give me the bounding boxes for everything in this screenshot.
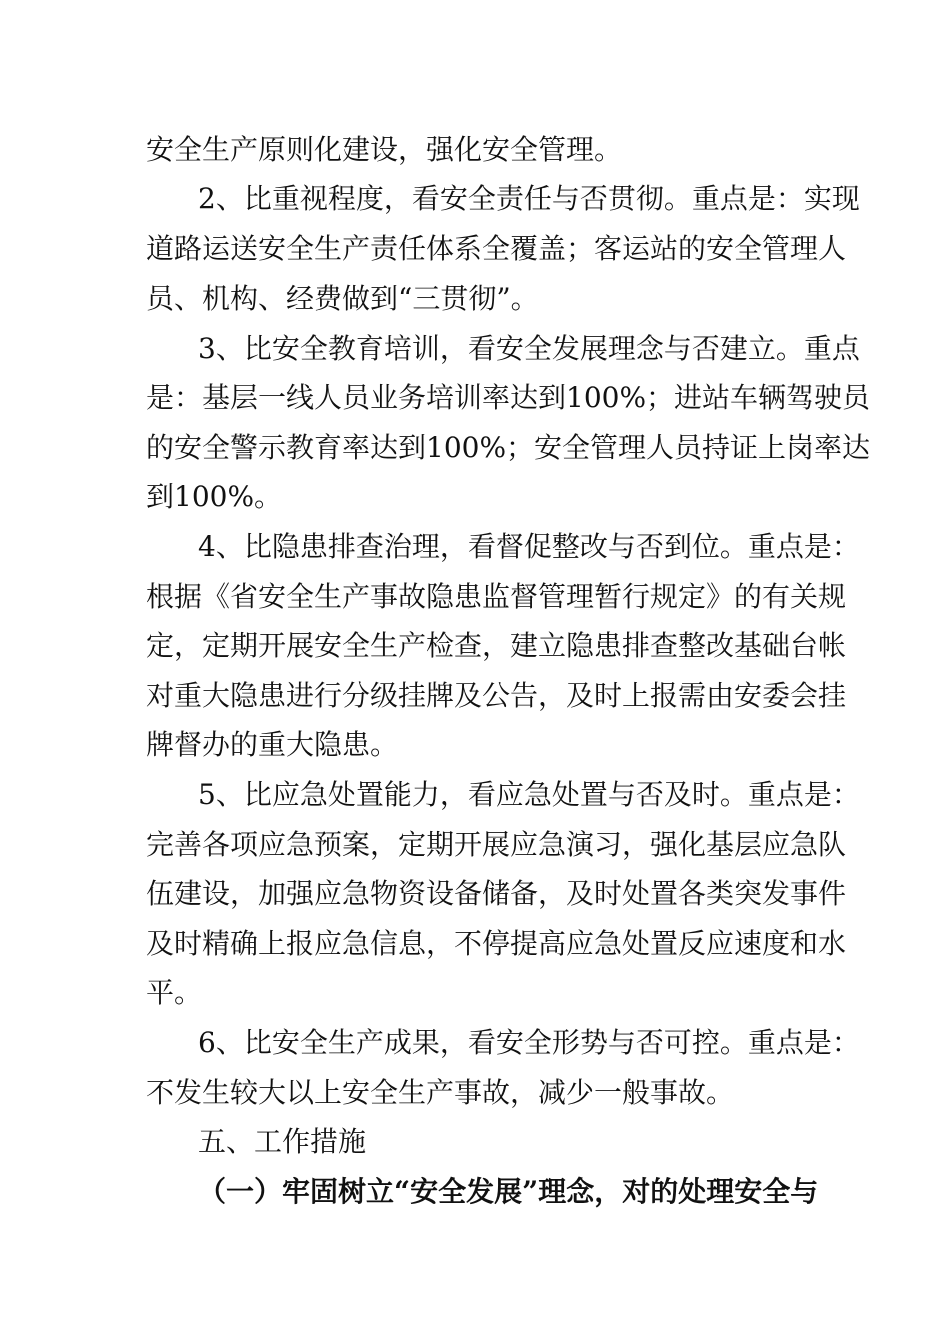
section-heading: 五、工作措施 [198,1125,367,1158]
paragraph-line: 及时精确上报应急信息，不停提高应急处置反应速度和水 [146,927,847,960]
paragraph-line: 的安全警示教育率达到100%；安全管理人员持证上岗率达 [146,431,871,464]
paragraph-line: 对重大隐患进行分级挂牌及公告，及时上报需由安委会挂 [146,679,847,712]
subsection-heading: （一）牢固树立“安全发展”理念，对的处理安全与 [198,1175,819,1208]
paragraph-line: 是：基层一线人员业务培训率达到100%；进站车辆驾驶员 [146,381,871,414]
paragraph-line: 道路运送安全生产责任体系全覆盖；客运站的安全管理人 [146,232,847,265]
paragraph-line: 完善各项应急预案，定期开展应急演习，强化基层应急队 [146,828,847,861]
paragraph-line: 伍建设，加强应急物资设备储备，及时处置各类突发事件 [146,877,847,910]
paragraph-line: 6、比安全生产成果，看安全形势与否可控。重点是： [198,1026,860,1059]
paragraph-line: 安全生产原则化建设，强化安全管理。 [146,133,623,166]
paragraph-line: 不发生较大以上安全生产事故，减少一般事故。 [146,1076,735,1109]
paragraph-line: 员、机构、经费做到“三贯彻”。 [146,282,539,315]
paragraph-line: 3、比安全教育培训，看安全发展理念与否建立。重点 [198,332,860,365]
paragraph-line: 2、比重视程度，看安全责任与否贯彻。重点是：实现 [198,182,860,215]
paragraph-line: 平。 [146,976,203,1009]
paragraph-line: 到100%。 [146,480,283,513]
paragraph-line: 定，定期开展安全生产检查，建立隐患排查整改基础台帐 [146,629,847,662]
paragraph-line: 牌督办的重大隐患。 [146,728,399,761]
paragraph-line: 5、比应急处置能力，看应急处置与否及时。重点是： [198,778,860,811]
paragraph-line: 根据《省安全生产事故隐患监督管理暂行规定》的有关规 [146,580,847,613]
paragraph-line: 4、比隐患排查治理，看督促整改与否到位。重点是： [198,530,860,563]
